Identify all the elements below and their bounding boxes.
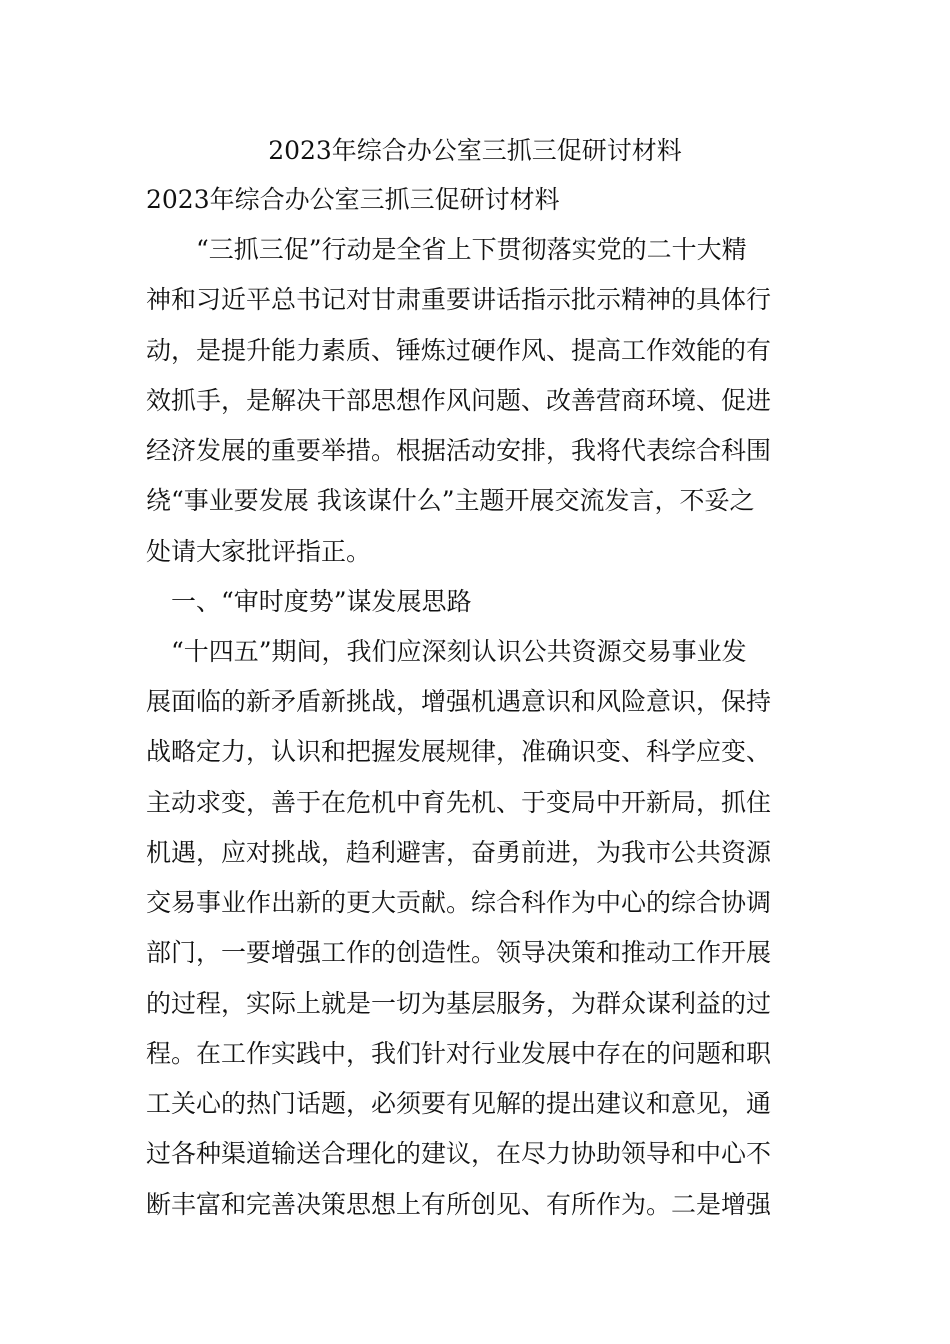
body-line: “十四五”期间，我们应深刻认识公共资源交易事业发 [146,637,747,666]
section-heading: 一、“审时度势”谋发展思路 [146,587,472,616]
body-line: 过各种渠道输送合理化的建议，在尽力协助领导和中心不 [146,1139,772,1168]
body-line: 处请大家批评指正。 [146,537,372,566]
body-line: 战略定力，认识和把握发展规律，准确识变、科学应变、 [146,737,772,766]
document-subtitle: 2023年综合办公室三抓三促研讨材料 [146,185,560,214]
body-line: 神和习近平总书记对甘肃重要讲话指示批示精神的具体行 [146,285,772,314]
body-line: 程。在工作实践中，我们针对行业发展中存在的问题和职 [146,1039,772,1068]
body-line: 工关心的热门话题，必须要有见解的提出建议和意见，通 [146,1089,772,1118]
body-line: 部门，一要增强工作的创造性。领导决策和推动工作开展 [146,938,772,967]
body-line: 经济发展的重要举措。根据活动安排，我将代表综合科围 [146,436,772,465]
body-line: 断丰富和完善决策思想上有所创见、有所作为。二是增强 [146,1190,772,1219]
body-line: “三抓三促”行动是全省上下贯彻落实党的二十大精 [146,235,747,264]
body-line: 展面临的新矛盾新挑战，增强机遇意识和风险意识，保持 [146,687,772,716]
body-line: 主动求变，善于在危机中育先机、于变局中开新局，抓住 [146,788,772,817]
body-line: 交易事业作出新的更大贡献。综合科作为中心的综合协调 [146,888,772,917]
document-title: 2023年综合办公室三抓三促研讨材料 [268,136,682,165]
body-line: 绕“事业要发展 我该谋什么”主题开展交流发言，不妥之 [146,486,755,515]
body-line: 的过程，实际上就是一切为基层服务，为群众谋利益的过 [146,989,772,1018]
body-line: 动，是提升能力素质、锤炼过硬作风、提高工作效能的有 [146,336,772,365]
body-line: 机遇，应对挑战，趋利避害，奋勇前进，为我市公共资源 [146,838,772,867]
body-line: 效抓手，是解决干部思想作风问题、改善营商环境、促进 [146,386,772,415]
